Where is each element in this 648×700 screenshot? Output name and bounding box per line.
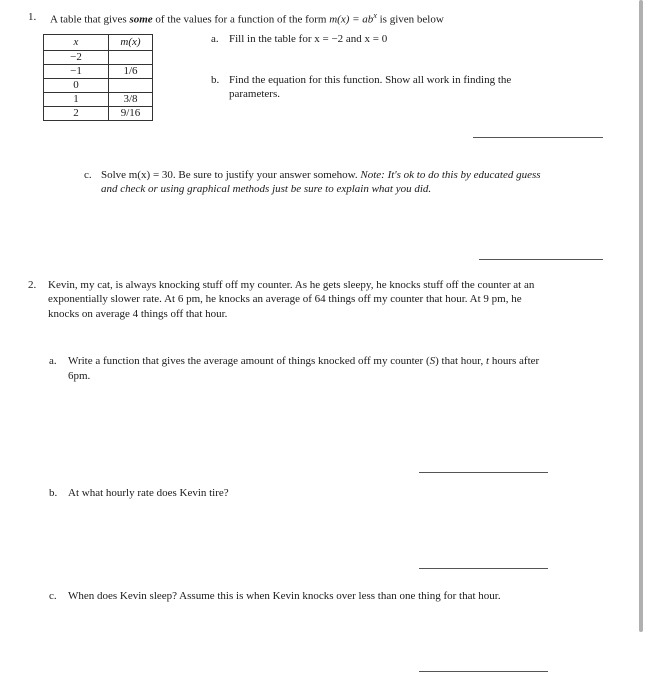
question-1-intro: A table that gives some of the values for a function of the form $m(x) = ab^x$ is given below [50,11,444,26]
table-cell-x: 1 [44,93,109,107]
q1c-answer-line[interactable] [479,259,603,260]
question-1-number: 1. [28,11,37,23]
table-cell-x: 0 [44,79,109,93]
table-row [44,51,153,65]
question-2-line2: exponentially slower rate. At 6 pm, he knocks an average of 64 things off my counter that hour. At 9 pm, he [48,293,522,305]
q2a-answer-line[interactable] [419,472,548,473]
table-header-mx: m(x) [109,35,153,51]
table-row [44,65,153,79]
question-2-number: 2. [28,279,37,291]
table-cell-x: −2 [44,51,109,65]
q2c-answer-line[interactable] [419,671,548,672]
q1a-letter: a. [211,33,219,45]
q1b-answer-line[interactable] [473,137,603,138]
q2b-answer-line[interactable] [419,568,548,569]
table-row [44,79,153,93]
q1c-letter: c. [84,169,92,181]
q1a-text: Fill in the table for x = −2 and x = 0 [229,33,388,45]
table-cell-x: −1 [44,65,109,79]
table-header-x: x [44,35,109,51]
table-row [44,107,153,121]
q2a-line1: Write a function that gives the average amount of things knocked off my counter (S) that hour, t hours after [68,355,540,367]
q2b-letter: b. [49,487,58,499]
q1b-letter: b. [211,74,220,86]
table-cell-mx: 3/8 [109,93,153,107]
table-cell-mx-blank[interactable] [109,79,153,93]
q2b-text: At what hourly rate does Kevin tire? [68,487,229,499]
q1b-line2: parameters. [229,88,280,100]
table-cell-mx: 9/16 [109,107,153,121]
question-2-line3: knocks on average 4 things off that hour. [48,308,228,320]
vertical-scrollbar[interactable] [639,0,643,632]
q1c-line1: Solve m(x) = 30. Be sure to justify your answer somehow. Note: It's ok to do this by educated guess [101,169,541,181]
table-cell-mx: 1/6 [109,65,153,79]
table-cell-x: 2 [44,107,109,121]
q2c-text: When does Kevin sleep? Assume this is when Kevin knocks over less than one thing for that hour. [68,590,501,602]
q2a-line2: 6pm. [68,370,91,382]
q1b-line1: Find the equation for this function. Show all work in finding the [229,74,512,86]
table-cell-mx-blank[interactable] [109,51,153,65]
question-2-line1: Kevin, my cat, is always knocking stuff off my counter. As he gets sleepy, he knocks stuff off the counter at an [48,279,535,291]
q2c-letter: c. [49,590,57,602]
table-row [44,93,153,107]
q1c-line2: and check or using graphical methods just be sure to explain what you did. [101,183,432,195]
table-header-row [44,35,153,51]
values-table [43,34,153,121]
q2a-letter: a. [49,355,57,367]
